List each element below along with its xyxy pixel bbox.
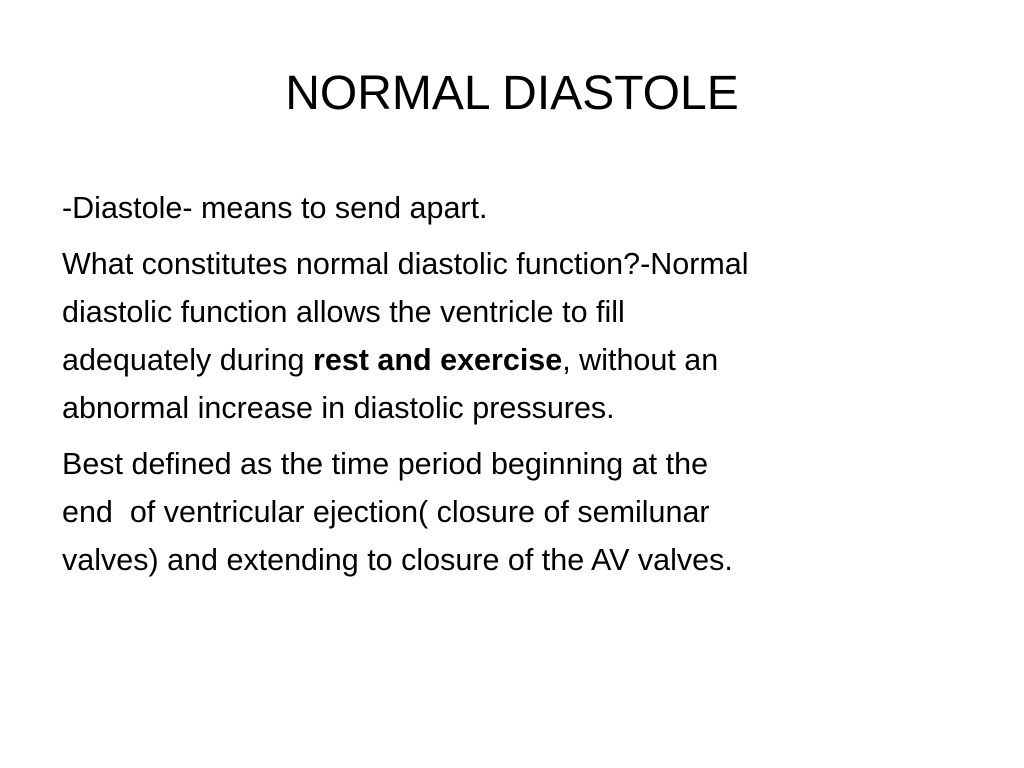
paragraph-line: Best defined as the time period beginning at the xyxy=(62,447,709,481)
paragraph-definition xyxy=(62,184,972,232)
paragraph-best-defined xyxy=(62,440,972,584)
slide-title: NORMAL DIASTOLE xyxy=(285,67,739,120)
paragraph-line: end of ventricular ejection( closure of semilunar xyxy=(62,495,710,529)
paragraph-line: -Diastole- means to send apart. xyxy=(62,191,488,225)
text-segment: adequately during xyxy=(62,343,313,377)
bold-text-segment: rest and exercise xyxy=(312,343,563,377)
paragraph-line: abnormal increase in diastolic pressures. xyxy=(62,391,615,425)
text-segment: , without an xyxy=(562,343,719,377)
slide-body xyxy=(62,184,972,592)
paragraph-line: valves) and extending to closure of the AV valves. xyxy=(62,543,733,577)
paragraph-line-mixed xyxy=(62,336,972,384)
paragraph-line: What constitutes normal diastolic function?-Normal xyxy=(62,247,749,281)
paragraph-normal-function xyxy=(62,240,972,432)
paragraph-line: diastolic function allows the ventricle to fill xyxy=(62,295,625,329)
